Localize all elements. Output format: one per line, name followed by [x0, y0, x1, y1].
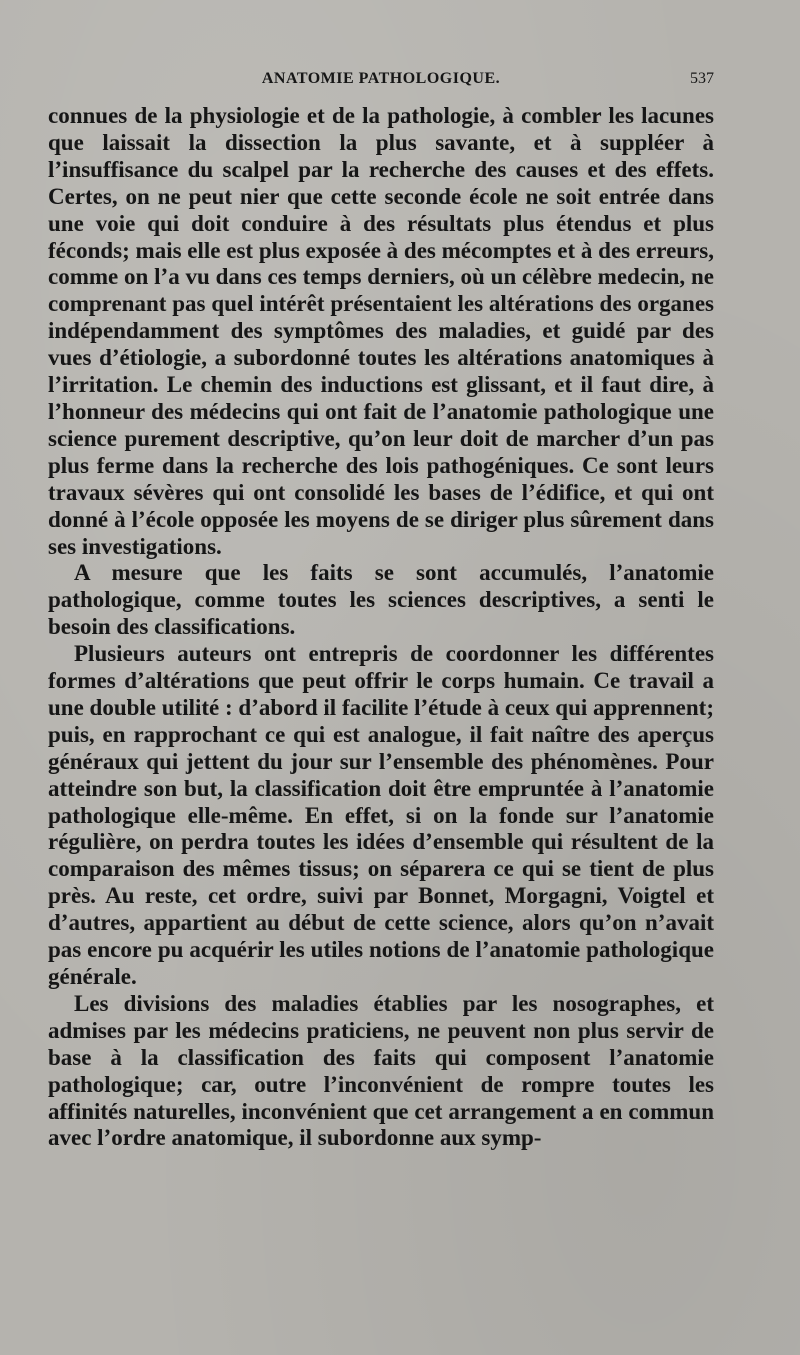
paragraph-authors: Plusieurs auteurs ont entrepris de coordonner les différentes formes d’altérations que peut offrir le corps humain. Ce travail a une double utilité : d’abord il facilite l’étude à ceux qui apprennent; puis, en rapprochant ce qui est analogue, il fait naître des aperçus généraux qui jettent du jour sur l’ensemble des phénomènes. Pour atteindre son but, la classification doit être empruntée à l’anatomie pathologique elle-même. En effet, si on la fonde sur l’anatomie régulière, on perdra toutes les idées d’ensemble qui résultent de la comparaison des mêmes tissus; on séparera ce qui se tient de plus près. Au reste, cet ordre, suivi par Bonnet, Morgagni, Voigtel et d’autres, appartient au début de cette science, alors qu’on n’avait pas encore pu acquérir les utiles notions de l’anatomie pathologique générale. [48, 641, 714, 989]
paragraph-nosographers: Les divisions des maladies établies par les nosographes, et admises par les médecins praticiens, ne peuvent non plus servir de base à la classification des faits qui composent l’anatomie pathologique; car, outre l’inconvénient de rompre toutes les affinités naturelles, inconvénient que cet arrangement a en commun avec l’ordre anatomique, il subordonne aux symp- [48, 990, 714, 1151]
page-header [48, 70, 714, 100]
paragraph-classifications: A mesure que les faits se sont accumulés, l’anatomie pathologique, comme toutes les sciences descriptives, a senti le besoin des classifications. [48, 560, 714, 640]
running-title: ANATOMIE PATHOLOGIQUE. [261, 70, 501, 87]
page-number: 537 [690, 70, 714, 87]
paragraph-continued: connues de la physiologie et de la pathologie, à combler les lacunes que laissait la dissection la plus savante, et à suppléer à l’insuffisance du scalpel par la recherche des causes et des effets. Certes, on ne peut nier que cette seconde école ne soit entrée dans une voie qui doit conduire à des résultats plus étendus et plus féconds; mais elle est plus exposée à des mécomptes et à des erreurs, comme on l’a vu dans ces temps derniers, où un célèbre medecin, ne comprenant pas quel intérêt présentaient les altérations des organes indépendamment des symptômes des maladies, et guidé par des vues d’étiologie, a subordonné toutes les altérations anatomiques à l’irritation. Le chemin des inductions est glissant, et il faut dire, à l’honneur des médecins qui ont fait de l’anatomie pathologique une science purement descriptive, qu’on leur doit de marcher d’un pas plus ferme dans la recherche des lois pathogéniques. Ce sont leurs travaux sévères qui ont consolidé les bases de l’édifice, et qui ont donné à l’école opposée les moyens de se diriger plus sûrement dans ses investigations. [48, 103, 714, 559]
body-text [48, 103, 714, 1152]
